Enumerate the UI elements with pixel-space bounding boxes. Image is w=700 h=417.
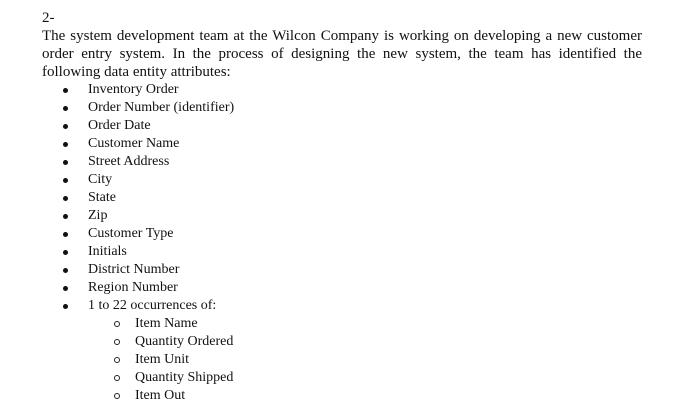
attribute-label: Street Address <box>88 154 170 169</box>
list-item <box>0 189 700 207</box>
list-item <box>0 297 700 315</box>
bullet-icon <box>63 160 68 165</box>
hollow-bullet-icon <box>114 339 120 345</box>
attribute-list <box>0 81 700 405</box>
hollow-bullet-icon <box>114 321 120 327</box>
list-item <box>0 279 700 297</box>
attribute-label: Zip <box>88 208 108 223</box>
list-item <box>0 81 700 99</box>
question-number: 2- <box>42 10 55 26</box>
bullet-icon <box>63 250 68 255</box>
list-item <box>0 135 700 153</box>
sub-attribute-label: Quantity Shipped <box>135 370 234 385</box>
bullet-icon <box>63 268 68 273</box>
list-item <box>0 243 700 261</box>
attribute-label: Order Number (identifier) <box>88 100 235 115</box>
sub-attribute-label: Quantity Ordered <box>135 334 234 349</box>
sub-attribute-label: Item Unit <box>135 352 190 367</box>
sub-attribute-label: Item Out <box>135 388 186 403</box>
sub-list-item <box>0 315 700 333</box>
attribute-label: 1 to 22 occurrences of: <box>88 298 217 313</box>
bullet-icon <box>63 214 68 219</box>
bullet-icon <box>63 106 68 111</box>
attribute-label: City <box>88 172 113 187</box>
sub-list-item <box>0 387 700 405</box>
bullet-icon <box>63 232 68 237</box>
attribute-label: Inventory Order <box>88 82 179 97</box>
attribute-label: Customer Name <box>88 136 180 151</box>
bullet-icon <box>63 88 68 93</box>
attribute-label: Customer Type <box>88 226 174 241</box>
bullet-icon <box>63 196 68 201</box>
attribute-label: Region Number <box>88 280 178 295</box>
list-item <box>0 171 700 189</box>
list-item <box>0 153 700 171</box>
hollow-bullet-icon <box>114 393 120 399</box>
sub-list-item <box>0 369 700 387</box>
list-item <box>0 117 700 135</box>
bullet-icon <box>63 304 68 309</box>
attribute-label: State <box>88 190 116 205</box>
sub-list-item <box>0 351 700 369</box>
hollow-bullet-icon <box>114 375 120 381</box>
sub-list-item <box>0 333 700 351</box>
sub-attribute-label: Item Name <box>135 316 198 331</box>
list-item <box>0 207 700 225</box>
bullet-icon <box>63 286 68 291</box>
attribute-label: Initials <box>88 244 127 259</box>
question-intro: The system development team at the Wilcon Company is working on developing a new customer order entry system. In the process of designing the new system, the team has identified the following data entity attributes: <box>42 28 642 80</box>
bullet-icon <box>63 142 68 147</box>
list-item <box>0 225 700 243</box>
bullet-icon <box>63 178 68 183</box>
cut-off-text-fragment <box>318 412 358 417</box>
list-item <box>0 99 700 117</box>
bullet-icon <box>63 124 68 129</box>
hollow-bullet-icon <box>114 357 120 363</box>
list-item <box>0 261 700 279</box>
attribute-label: District Number <box>88 262 180 277</box>
attribute-label: Order Date <box>88 118 151 133</box>
